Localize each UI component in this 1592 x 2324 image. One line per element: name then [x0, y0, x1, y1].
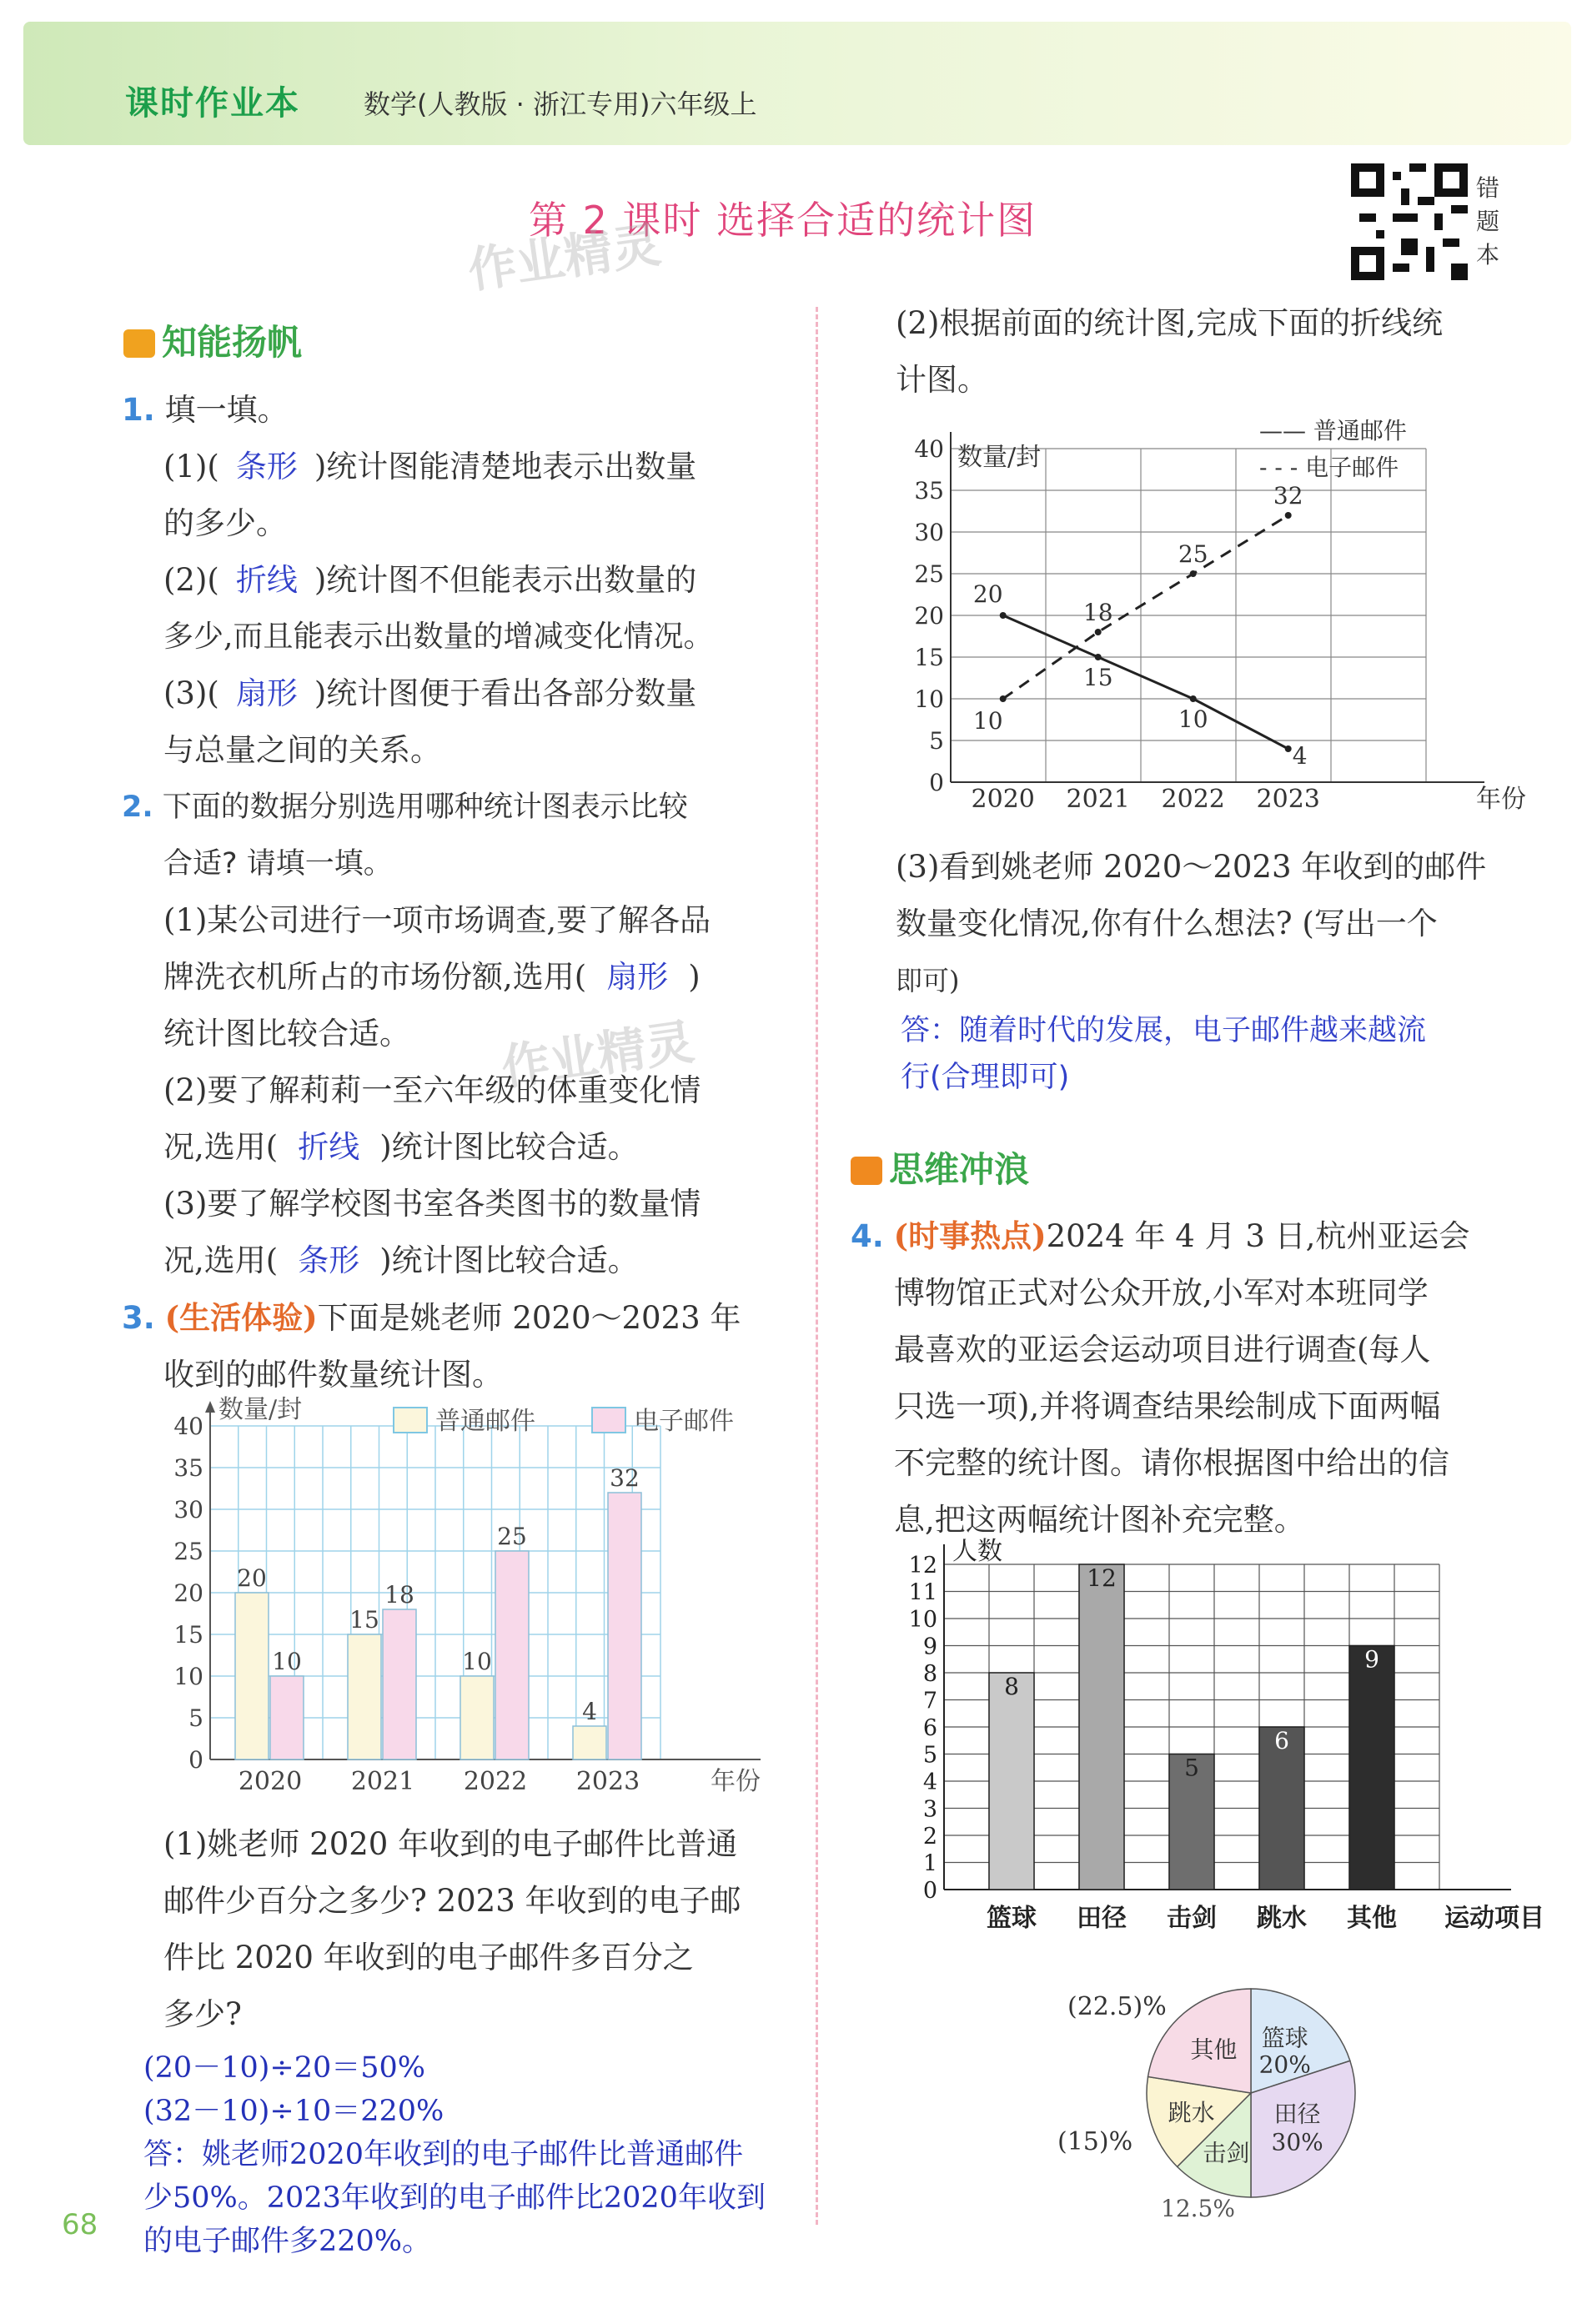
- y-tick-label: 0: [929, 769, 944, 796]
- y-tick-label: 3: [922, 1796, 937, 1823]
- y-tick-label: 5: [922, 1742, 937, 1769]
- left-column: [122, 382, 797, 1403]
- slice-label: 田径: [1273, 2100, 1321, 2128]
- slice-label: 20%: [1258, 2050, 1311, 2079]
- q4-line: 不完整的统计图。请你根据图中给出的信: [894, 1445, 1449, 1481]
- calc-line: (32－10)÷10＝220%: [143, 2095, 444, 2128]
- legend-swatch-normal: [394, 1408, 427, 1433]
- legend-label: - - - 电子邮件: [1259, 454, 1399, 481]
- slice-label: 跳水: [1168, 2099, 1215, 2127]
- answer-line: 答：姚老师2020年收到的电子邮件比普通邮件: [143, 2138, 744, 2171]
- qr-code-icon[interactable]: [1351, 163, 1468, 280]
- legend-label: —— 普通邮件: [1259, 417, 1407, 444]
- bar: [1349, 1646, 1394, 1890]
- q1-item-cont: 与总量之间的关系。: [163, 732, 441, 768]
- data-label: 10: [972, 707, 1003, 735]
- y-tick-label: 35: [914, 477, 944, 504]
- x-tick-label: 篮球: [987, 1904, 1037, 1933]
- q3-sub2-line: (2)根据前面的统计图,完成下面的折线统: [896, 305, 1444, 341]
- data-label: 18: [384, 1581, 414, 1609]
- slice-label: 30%: [1271, 2128, 1323, 2156]
- lesson-title: 第 2 课时 选择合适的统计图: [529, 198, 1037, 243]
- y-tick-label: 1: [922, 1850, 937, 1877]
- q3-stem-cont: 收到的邮件数量统计图。: [163, 1357, 503, 1393]
- bar: [1079, 1564, 1124, 1890]
- data-point: [1095, 629, 1102, 635]
- sail-icon: [123, 329, 155, 358]
- y-tick-label: 10: [914, 685, 944, 713]
- y-tick-label: 15: [914, 644, 944, 671]
- bar: [495, 1551, 529, 1759]
- q3-sub2-line: 计图。: [896, 362, 988, 398]
- q3-sub3-answer: [901, 1007, 1426, 1101]
- answer-line: 的电子邮件多220%。: [143, 2225, 432, 2258]
- q1-item: (3)( 扇形 )统计图便于看出各部分数量: [163, 675, 697, 711]
- y-tick-label: 40: [173, 1413, 203, 1440]
- data-point: [1095, 654, 1102, 660]
- data-label: 10: [1178, 705, 1208, 733]
- error-book-label: 错题本: [1476, 174, 1500, 269]
- q4-line: 最喜欢的亚运会运动项目进行调查(每人: [894, 1332, 1431, 1368]
- q3-sub1: [163, 1816, 797, 2043]
- q3-sub3-line: 数量变化情况,你有什么想法? (写出一个: [896, 906, 1438, 941]
- q3-sub2: [896, 295, 1538, 409]
- outside-label: (15)%: [1057, 2127, 1133, 2156]
- book-subtitle: 数学(人教版 · 浙江专用)六年级上: [364, 88, 757, 120]
- wave-icon: [851, 1157, 882, 1185]
- y-tick-label: 10: [908, 1607, 937, 1633]
- x-tick-label: 击剑: [1167, 1904, 1217, 1933]
- y-tick-label: 5: [188, 1704, 203, 1732]
- data-point: [1190, 570, 1197, 577]
- x-tick-label: 2023: [575, 1767, 640, 1796]
- y-tick-label: 7: [922, 1688, 937, 1714]
- x-axis-label: 运动项目: [1444, 1904, 1544, 1933]
- x-tick-label: 2022: [1161, 785, 1225, 814]
- y-tick-label: 35: [173, 1454, 203, 1482]
- q3-sub3-line: 即可): [896, 965, 960, 996]
- bar: [573, 1726, 606, 1759]
- y-tick-label: 30: [914, 519, 944, 546]
- q2-item: (3)要了解学校图书室各类图书的数量情: [163, 1186, 701, 1222]
- sport-pie-chart: [1042, 1968, 1393, 2226]
- y-axis-arrow: [205, 1401, 215, 1413]
- data-label: 4: [1292, 742, 1308, 770]
- y-tick-label: 25: [914, 560, 944, 588]
- q3-sub1-line: (1)姚老师 2020 年收到的电子邮件比普通: [163, 1826, 738, 1862]
- y-tick-label: 8: [922, 1661, 937, 1687]
- legend-label: 普通邮件: [435, 1407, 535, 1436]
- q2-item-cont: 况,选用( 条形 )统计图比较合适。: [163, 1242, 639, 1278]
- q1-stem: 1. 填一填。: [122, 392, 289, 428]
- data-label: 5: [1184, 1754, 1199, 1782]
- data-point: [1285, 745, 1292, 752]
- y-tick-label: 20: [914, 602, 944, 630]
- sport-bar-chart: [901, 1537, 1544, 1956]
- data-point: [1000, 695, 1007, 702]
- y-tick-label: 0: [188, 1746, 203, 1774]
- q3-sub1-line: 邮件少百分之多少? 2023 年收到的电子邮: [163, 1883, 741, 1919]
- watermark: 作业精灵: [465, 216, 665, 299]
- x-axis-label: 年份: [711, 1767, 761, 1796]
- bar: [348, 1634, 381, 1759]
- calc-line: (20－10)÷20＝50%: [143, 2051, 426, 2085]
- data-label: 25: [1178, 540, 1208, 568]
- y-tick-label: 30: [173, 1496, 203, 1523]
- brand-title: 课时作业本: [125, 84, 300, 123]
- data-label: 15: [1082, 664, 1113, 691]
- column-divider: [816, 307, 818, 2225]
- data-label: 9: [1364, 1645, 1379, 1674]
- data-label: 20: [237, 1564, 267, 1592]
- y-tick-label: 9: [922, 1634, 937, 1660]
- answer-line: 行(合理即可): [901, 1061, 1070, 1094]
- x-tick-label: 2023: [1256, 785, 1320, 814]
- bar: [383, 1609, 416, 1759]
- data-label: 25: [497, 1523, 527, 1550]
- data-label: 18: [1082, 599, 1113, 626]
- bar: [460, 1676, 494, 1759]
- y-tick-label: 0: [922, 1878, 937, 1904]
- data-label: 32: [610, 1464, 640, 1492]
- section-title-1: 知能扬帆: [123, 315, 302, 365]
- y-tick-label: 4: [922, 1769, 937, 1795]
- q4-text: [851, 1207, 1534, 1548]
- data-point: [1000, 612, 1007, 619]
- y-tick-label: 11: [908, 1579, 937, 1606]
- legend-label: 电子邮件: [634, 1407, 734, 1436]
- data-point: [1190, 695, 1197, 702]
- data-point: [1285, 512, 1292, 519]
- q2-stem: 2. 下面的数据分别选用哪种统计图表示比较: [122, 791, 688, 824]
- mail-line-chart: [901, 409, 1526, 826]
- outside-label: (22.5)%: [1067, 1992, 1167, 2021]
- q1-item-cont: 的多少。: [163, 505, 287, 541]
- q2-item-cont: 牌洗衣机所占的市场份额,选用( 扇形 ): [163, 959, 701, 995]
- q1-item: (1)( 条形 )统计图能清楚地表示出数量: [163, 449, 697, 484]
- data-label: 10: [462, 1648, 492, 1675]
- x-tick-label: 2020: [238, 1767, 303, 1796]
- data-label: 32: [1273, 482, 1303, 509]
- y-tick-label: 6: [922, 1715, 937, 1741]
- watermark: 作业精灵: [498, 1013, 698, 1097]
- q1-item-cont: 多少,而且能表示出数量的增减变化情况。: [163, 620, 714, 654]
- q3-sub3-line: (3)看到姚老师 2020～2023 年收到的邮件: [896, 849, 1487, 885]
- y-tick-label: 25: [173, 1538, 203, 1565]
- y-tick-label: 2: [922, 1824, 937, 1850]
- q4-line: 博物馆正式对公众开放,小军对本班同学: [894, 1275, 1429, 1311]
- outside-label: 12.5%: [1161, 2195, 1235, 2222]
- slice-label: 击剑: [1203, 2139, 1250, 2167]
- mail-bar-chart: [158, 1395, 776, 1810]
- bar: [270, 1676, 304, 1759]
- data-label: 10: [272, 1648, 302, 1675]
- slice-label: 其他: [1190, 2035, 1238, 2064]
- bar: [608, 1493, 641, 1759]
- q2-item: (1)某公司进行一项市场调查,要了解各品: [163, 902, 711, 938]
- q2-item-cont: 统计图比较合适。: [163, 1016, 410, 1052]
- q2-item: (2)要了解莉莉一至六年级的体重变化情: [163, 1072, 701, 1108]
- x-tick-label: 其他: [1347, 1904, 1397, 1933]
- y-tick-label: 12: [908, 1553, 937, 1579]
- page-number: 68: [62, 2208, 98, 2241]
- y-tick-label: 20: [173, 1579, 203, 1607]
- y-tick-label: 15: [173, 1621, 203, 1649]
- y-tick-label: 40: [914, 435, 944, 463]
- x-tick-label: 2021: [350, 1767, 415, 1796]
- data-label: 4: [582, 1698, 597, 1725]
- q3-sub1-line: 件比 2020 年收到的电子邮件多百分之: [163, 1940, 694, 1975]
- bar: [235, 1593, 269, 1759]
- y-axis-label: 数量/封: [957, 443, 1042, 472]
- q4-stem: 4. (时事热点)2024 年 4 月 3 日,杭州亚运会: [851, 1217, 1470, 1254]
- slice-label: 篮球: [1261, 2024, 1308, 2052]
- y-axis-label: 数量/封: [218, 1395, 303, 1424]
- q3-sub3: [896, 839, 1546, 1009]
- data-label: 15: [349, 1606, 379, 1634]
- x-tick-label: 2022: [463, 1767, 528, 1796]
- q2-stem-cont: 合适? 请填一填。: [163, 847, 393, 881]
- answer-line: 少50%。2023年收到的电子邮件比2020年收到: [143, 2181, 766, 2215]
- x-tick-label: 田径: [1077, 1904, 1127, 1933]
- q3-stem: 3. (生活体验)下面是姚老师 2020～2023 年: [122, 1299, 741, 1336]
- bar: [989, 1673, 1034, 1890]
- x-tick-label: 2021: [1066, 785, 1130, 814]
- q4-line: 只选一项),并将调查结果绘制成下面两幅: [894, 1388, 1441, 1424]
- y-axis-label: 人数: [952, 1537, 1002, 1566]
- y-tick-label: 10: [173, 1663, 203, 1690]
- section-title-2: 思维冲浪: [851, 1142, 1029, 1192]
- answer-line: 答：随着时代的发展，电子邮件越来越流: [901, 1014, 1427, 1047]
- legend-swatch-email: [592, 1408, 625, 1433]
- y-tick-label: 5: [929, 727, 944, 755]
- data-label: 20: [972, 580, 1003, 608]
- data-label: 6: [1274, 1727, 1289, 1754]
- data-label: 12: [1087, 1564, 1117, 1592]
- x-axis-label: 年份: [1476, 785, 1526, 814]
- q3-handwritten-answer: [143, 2046, 811, 2263]
- x-tick-label: 2020: [971, 785, 1035, 814]
- x-tick-label: 跳水: [1257, 1904, 1307, 1933]
- q2-item-cont: 况,选用( 折线 )统计图比较合适。: [163, 1129, 639, 1165]
- data-label: 8: [1004, 1673, 1019, 1700]
- q1-item: (2)( 折线 )统计图不但能表示出数量的: [163, 562, 697, 598]
- q3-sub1-line: 多少?: [163, 1996, 242, 2032]
- q4-line: 息,把这两幅统计图补充完整。: [894, 1502, 1305, 1538]
